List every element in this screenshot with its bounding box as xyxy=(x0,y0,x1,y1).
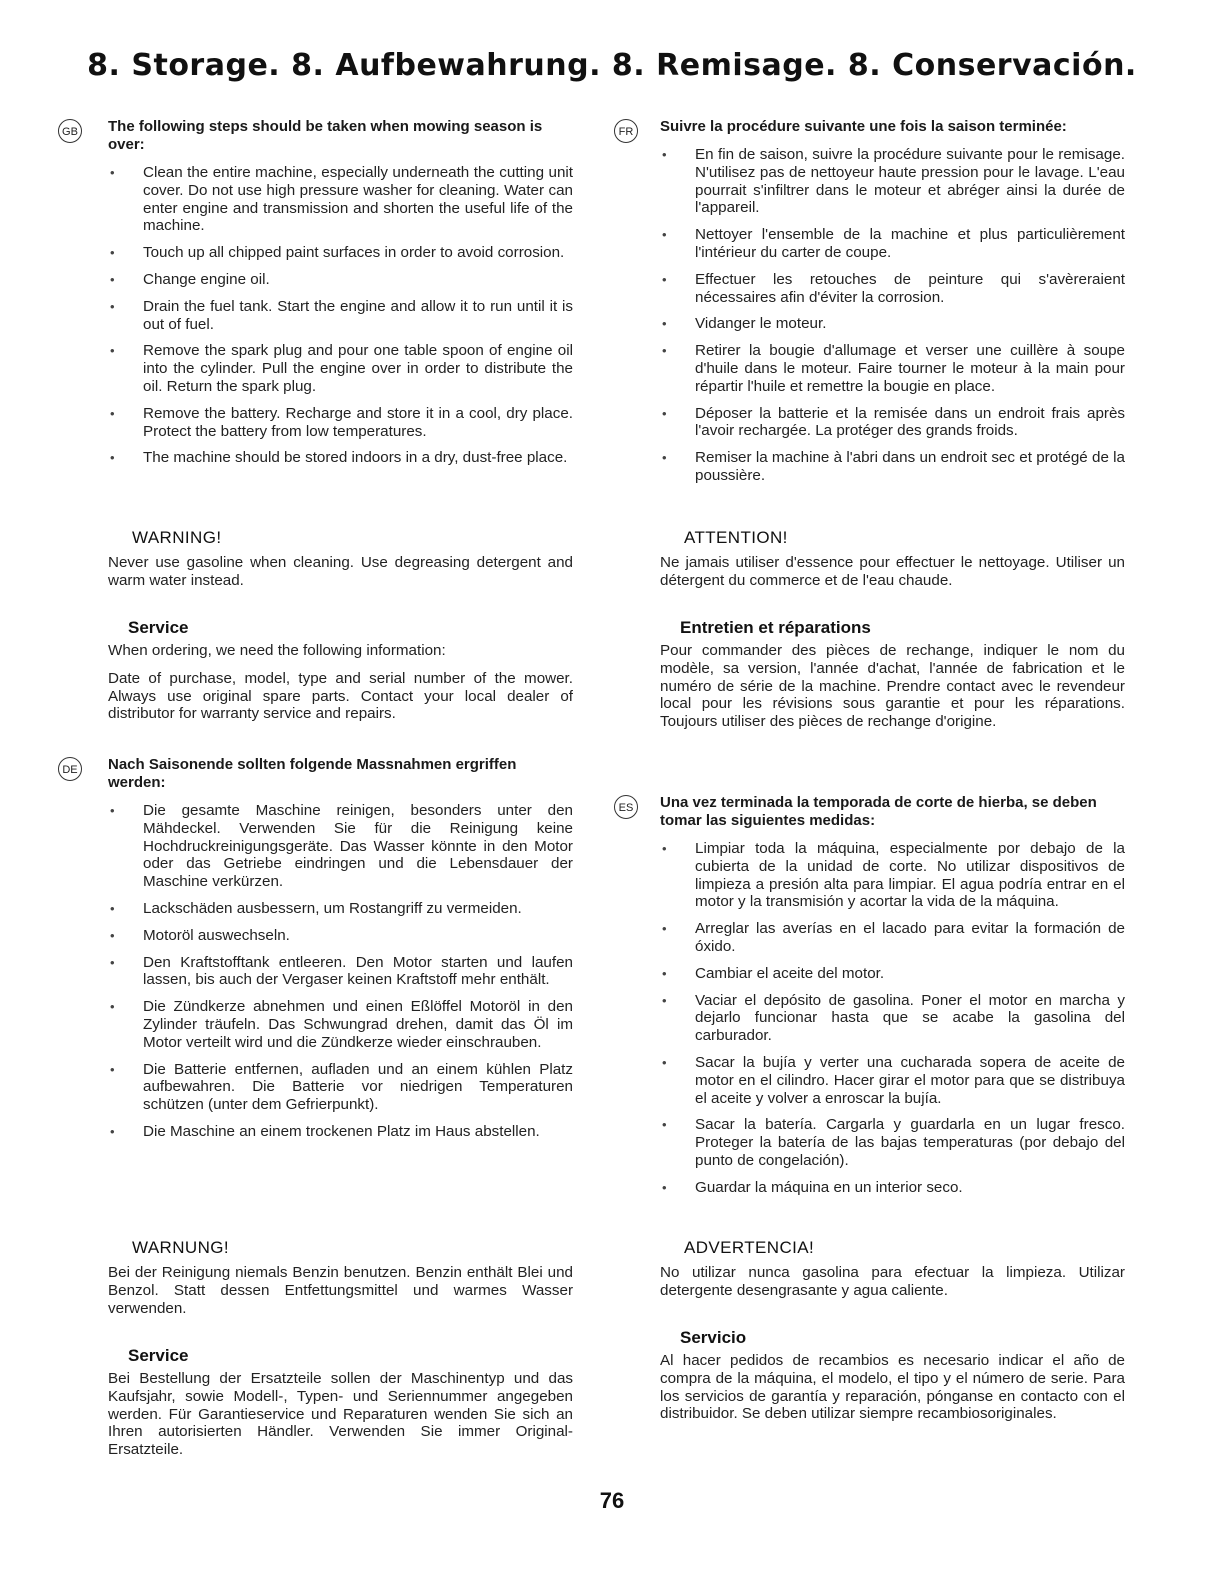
gb-service-text-2: Date of purchase, model, type and serial number of the mower. Always use original spare parts. Contact your local dealer of distributor for warranty service and repairs. xyxy=(108,669,573,723)
page-title: 8. Storage. 8. Aufbewahrung. 8. Remisage. 8. Conservación. xyxy=(87,48,1137,83)
fr-warning-title: ATTENTION! xyxy=(684,528,788,547)
es-step: • Guardar la máquina en un interior seco. xyxy=(695,1179,1125,1197)
fr-service-text: Pour commander des pièces de rechange, indiquer le nom du modèle, sa version, l'année d'achat, l'année de fabrication et le numéro de série de la machine. Prendre contact avec le revendeur local pour les révisions sous garantie et pour les réparations. Toujours utiliser des pièces de rechange d'origine. xyxy=(660,642,1125,731)
de-step: • Die Zündkerze abnehmen und einen Eßlöffel Motoröl in den Zylinder träufeln. Das Schwungrad drehen, damit das Öl im Motor verteilt wird und die Zündkerze wieder einschrauben. xyxy=(143,998,573,1051)
de-step: • Die gesamte Maschine reinigen, besonders unter den Mähdeckel. Verwenden Sie für die Reinigung keine Hochdruckreinigungsgeräte. Das Wasser könnte in den Motor oder das Getriebe eindringen und die Lebensdauer der Maschine verkürzen. xyxy=(143,802,573,891)
de-language-icon: DE xyxy=(58,757,82,781)
gb-service-title: Service xyxy=(128,618,189,637)
gb-step: • Change engine oil. xyxy=(143,271,573,289)
es-warning-title: ADVERTENCIA! xyxy=(684,1238,815,1257)
de-service-text: Bei Bestellung der Ersatzteile sollen der Maschinentyp und das Kaufsjahr, sowie Modell-, Typen- und Seriennummer angegeben werden. Für Garantieservice und Reparaturen wenden Sie sich an Ihren autorisierten Händler. Verwenden Sie immer Original-Ersatzteile. xyxy=(108,1370,573,1459)
gb-warning-section xyxy=(108,528,573,600)
fr-step: • Remiser la machine à l'abri dans un endroit sec et protégé de la poussière. xyxy=(695,449,1125,485)
gb-language-icon: GB xyxy=(58,119,82,143)
es-step: • Vaciar el depósito de gasolina. Poner el motor en marcha y dejarlo funcionar hasta que se acabe la gasolina del carburador. xyxy=(695,992,1125,1045)
fr-step: • Retirer la bougie d'allumage et verser une cuillère à soupe d'huile dans le moteur. Faire tourner le moteur à la main pour répartir l'huile et remettre la bougie en place. xyxy=(695,342,1125,395)
fr-step: • Nettoyer l'ensemble de la machine et plus particulièrement l'intérieur du carter de coupe. xyxy=(695,226,1125,262)
page-number: 76 xyxy=(599,1488,625,1513)
fr-warning-section xyxy=(660,528,1125,600)
fr-intro: Suivre la procédure suivante une fois la saison terminée: xyxy=(660,118,1067,135)
es-step: • Arreglar las averías en el lacado para evitar la formación de óxido. xyxy=(695,920,1125,956)
gb-step: • Clean the entire machine, especially underneath the cutting unit cover. Do not use high pressure washer for cleaning. Water can enter engine and transmission and shorten the useful life of the machine. xyxy=(143,164,573,235)
fr-step: • En fin de saison, suivre la procédure suivante pour le remisage. N'utilisez pas de nettoyeur haute pression pour le lavage. L'eau pourrait s'infiltrer dans le moteur et abréger ainsi la durée de l'appareil. xyxy=(695,146,1125,217)
es-steps-section xyxy=(618,794,1125,1206)
gb-step: • Remove the spark plug and pour one table spoon of engine oil into the cylinder. Pull the engine over in order to distribute the oil. Return the spark plug. xyxy=(143,342,573,395)
es-step: • Cambiar el aceite del motor. xyxy=(695,965,1125,983)
fr-warning-text: Ne jamais utiliser d'essence pour effectuer le nettoyage. Utiliser un détergent du commerce et de l'eau chaude. xyxy=(660,554,1125,589)
gb-step: • Touch up all chipped paint surfaces in order to avoid corrosion. xyxy=(143,244,573,262)
de-step: • Die Maschine an einem trockenen Platz im Haus abstellen. xyxy=(143,1123,573,1141)
es-warning-text: No utilizar nunca gasolina para efectuar la limpieza. Utilizar detergente desengrasante y agua caliente. xyxy=(660,1264,1125,1299)
de-service-section xyxy=(108,1346,573,1469)
de-warning-section xyxy=(108,1238,573,1327)
de-step: • Motoröl auswechseln. xyxy=(143,927,573,945)
fr-service-title: Entretien et réparations xyxy=(680,618,871,637)
fr-step: • Vidanger le moteur. xyxy=(695,315,1125,333)
gb-step: • The machine should be stored indoors in a dry, dust-free place. xyxy=(143,449,573,467)
es-step: • Limpiar toda la máquina, especialmente por debajo de la cubierta de la unidad de corte. No utilizar dispositivos de limpieza a presión alta para limpiar. El agua podría entrar en el motor y la transmisión y acortar la vida de la máquina. xyxy=(695,840,1125,911)
de-step: • Lackschäden ausbessern, um Rostangriff zu vermeiden. xyxy=(143,900,573,918)
fr-step: • Effectuer les retouches de peinture qui s'avèreraient nécessaires afin d'éviter la corrosion. xyxy=(695,271,1125,307)
gb-step: • Remove the battery. Recharge and store it in a cool, dry place. Protect the battery from low temperatures. xyxy=(143,405,573,441)
de-intro: Nach Saisonende sollten folgende Massnahmen ergriffen werden: xyxy=(108,756,517,791)
de-service-title: Service xyxy=(128,1346,189,1365)
gb-warning-title: WARNING! xyxy=(132,528,222,547)
left-column xyxy=(62,0,573,1584)
de-step: • Die Batterie entfernen, aufladen und an einem kühlen Platz aufbewahren. Die Batterie vor niedrigen Temperaturen schützen (unter dem Gefrierpunkt). xyxy=(143,1061,573,1114)
gb-intro: The following steps should be taken when mowing season is over: xyxy=(108,118,543,153)
de-warning-text: Bei der Reinigung niemals Benzin benutzen. Benzin enthält Blei und Benzol. Statt dessen Entfettungsmittel und warmes Wasser verwenden. xyxy=(108,1264,573,1317)
es-service-title: Servicio xyxy=(680,1328,747,1347)
fr-language-icon: FR xyxy=(614,119,638,143)
gb-service-text-1: When ordering, we need the following information: xyxy=(108,642,446,659)
es-step: • Sacar la batería. Cargarla y guardarla en un lugar fresco. Proteger la batería de las bajas temperaturas (por debajo del punto de congelación). xyxy=(695,1116,1125,1169)
gb-service-section xyxy=(108,618,573,733)
fr-service-section xyxy=(660,618,1125,741)
de-warning-title: WARNUNG! xyxy=(132,1238,230,1257)
es-language-icon: ES xyxy=(614,795,638,819)
de-step: • Den Kraftstofftank entleeren. Den Motor starten und laufen lassen, bis auch der Vergaser keinen Kraftstoff mehr enthält. xyxy=(143,954,573,990)
es-step: • Sacar la bujía y verter una cucharada sopera de aceite de motor en el cilindro. Hacer girar el motor para que se distribuya el aceite y volver a enroscar la bujía. xyxy=(695,1054,1125,1107)
es-warning-section xyxy=(660,1238,1125,1310)
es-intro: Una vez terminada la temporada de corte de hierba, se deben tomar las siguientes medidas: xyxy=(660,794,1097,829)
fr-steps-section xyxy=(618,118,1125,494)
es-service-text: Al hacer pedidos de recambios es necesario indicar el año de compra de la máquina, el modelo, el tipo y el número de serie. Para los servicios de garantía y reparación, pónganse en contacto con el distribuidor. Se deben utilizar siempre recambiosoriginales. xyxy=(660,1352,1125,1423)
right-column xyxy=(618,0,1125,1584)
gb-steps-section xyxy=(62,118,573,476)
de-steps-section xyxy=(62,756,573,1150)
gb-warning-text: Never use gasoline when cleaning. Use degreasing detergent and warm water instead. xyxy=(108,554,573,589)
es-service-section xyxy=(660,1328,1125,1433)
gb-step: • Drain the fuel tank. Start the engine and allow it to run until it is out of fuel. xyxy=(143,298,573,334)
fr-step: • Déposer la batterie et la remisée dans un endroit frais après l'avoir rechargée. La protéger des grands froids. xyxy=(695,405,1125,441)
